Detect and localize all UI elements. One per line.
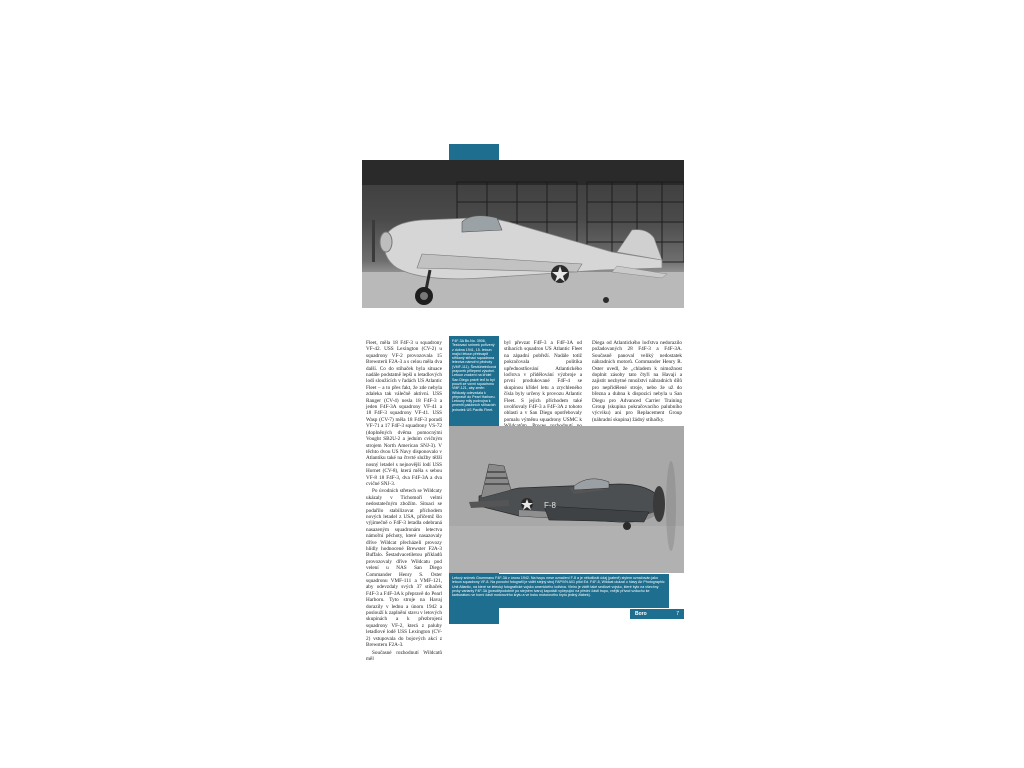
article-column-3: byl převzat F4F-3 a F4F-3A od stíhacích squadron US Atlantic Fleet na západní pobřeží. Nadále totiž pokračovala politika upřednostňování Atlantického loďstva v přidělování výzbroje a první produkované F4F-4 se skupinou křídel letu a zrychleného čísla byly určeny k provozu Atlantic Fleet. S jejich příchodem také uvolňovaly F4F-3 a F4F-3A z tohoto oblasti a v San Diegu opotřebovaly pomalu výměnu squadrony USMC k [504, 340, 582, 423]
aircraft-marking: F-8 [544, 501, 556, 510]
column1-paragraph-3: Současné rozhodnutí Wildcatů měl [366, 649, 442, 662]
section-tab [449, 144, 499, 160]
article-column-4: Diega od Atlantického loďstva nedorazilo požadovaných 28 F4F-3 a F4F-3A. Současně panoval veliký nedostatek náhradních motorů. Commander Henry R. Oster uvedl, že „chladem k nimožnost doplnit zásoby tato čtyři na Havaji a zajistit nezbytné množství náhradních dílů pro nepřidělené stroje, nebo že už do března a dubna k dispozici nebyla u San Diegu pro Advanced Carrier Training Group (skupina pokračovacího palubního výcviku) ani pro Replacement Group (náhradní skupina) žádný stíhačky. [592, 340, 682, 423]
photo-aircraft-ground [362, 160, 684, 308]
column1-paragraph-1: Fleet, měla 18 F4F-3 u squadrony VF-42. USS Lexington (CV-2) u squadrony VF-2 provozovala 15 Brewsterů F2A-3 a s celou měla dva další. Co do stíhaček byla situace nadále podstatně lepší u letadlových lodí sloužících v řadách US Atlantic Fleet – a to přes fakt, že zde nebyla zdaleka tak válečně aktivní. USS Ranger (CV-4) nesla 18 F4F-3 a jeden F4F-3A squadrony VF-41 a 18 F4F-3 squadrony VF-41. USS Wasp (CV-7) měla 18 F4F-3 poradí VF-71 a 17 F4F-3 squadrony VS-72 (doplněných dvěma pomocnými Vought SB2U-2 a jedním cvičným strojem North American SNJ-3). V těchto dvou US Navy disponovalo v Atlantiku také na čtvrté služby těžší nosný letadel s nejnovější lodí USS Hornet (CV-8), která měla s sebou VF-8 18 F4F-3, dva F4F-3A a dva cvičné SNJ-3. [366, 340, 442, 487]
photo-aircraft-flight [449, 426, 684, 573]
photo-caption-bottom: Letový snímek Grummanu F4F-3A v únoru 1942. Na tvupu nese označení F-8 a je několikrát údaj (patrně) stylem označován jako letoun squadrony VF-8. Na povodní fotografii je vidět stejný stroj FAP/VN A01 pilot Ed. F4F-8, Wildcat ukázal u hlavy Air Photographic Unit Atlantic, na které se letecký fotografické vojsko amerického loďstva. Vieiro je vidět také sedlové vojsko, které bylo na všechny prvky varianty F4F-3A (pravděpodobně po stejném tvaru) kapotáži vyčepující na přední části trupu, vnější přívod vzduchu ke karburátoru ve horní části motorového krytu a ve boku motorového krytu jediný žlábek). [449, 574, 669, 608]
photo-aircraft-ground-image [362, 160, 684, 308]
publisher-brand: Boro [635, 611, 647, 617]
column1-paragraph-2: Po úvodních střetech se Wildcaty ukázaly v Tichomoří velmi nedostatečným zbožím. Situaci se podařilo stabilizovat příchodem nových letadel z USA, přičemž šlo výjimečně o F4F-3 letadla odebraná nasazeným squadronám letectva námořní pěchoty, které nasazovaly dříve Wildcat přecházeli provozy hlídly hodnocené Brewster F2A-3 Buffalo. Šestadvacetiletou příkladů provozovaly dříve Wildcatu pod velení u NAS San Diego Commander Henry S. Oster squadronu VMF-111 a VMF-121, aby odevzdaly svých 37 stíhaček F4F-3 a F4F-3A k přepravě do Pearl Harboru. Tyto stroje na Havaj dorazily v lednu a únoru 1942 a poslouží k zaplnění stavu v letových skupinách a k přezbrojení squadrony VF-2, která z paluby letadlové lodě USS Lexington (CV-2) vstupovala do bojových akcí z Brewsteru F2A-3. [366, 488, 442, 649]
article-column-1 [366, 340, 442, 662]
photo-aircraft-flight-image [449, 426, 684, 573]
page-footer [630, 609, 684, 619]
page-number: 7 [676, 611, 679, 617]
photo-caption-top: F4F-3A Bu.No. 3906, Testovací snímek pořízený z dubna 1941, 15. letoun mající letoun překvapit stříkaný stíhací squadrona letectva námořní pěchoty (VMF-111). Šestiúhelníková praporek přilepeni výsobní. Letoun znakení na křídel San Diego právě teď to byl pouzit ze vovní squadronu VMF-121, aby změn Wildcaty odevzdala k přepravě do Pearl Harboru. Letouny mlly podvojna k prveniti palubních stíhacích jednotek US Pacific Fleet. [449, 336, 499, 426]
